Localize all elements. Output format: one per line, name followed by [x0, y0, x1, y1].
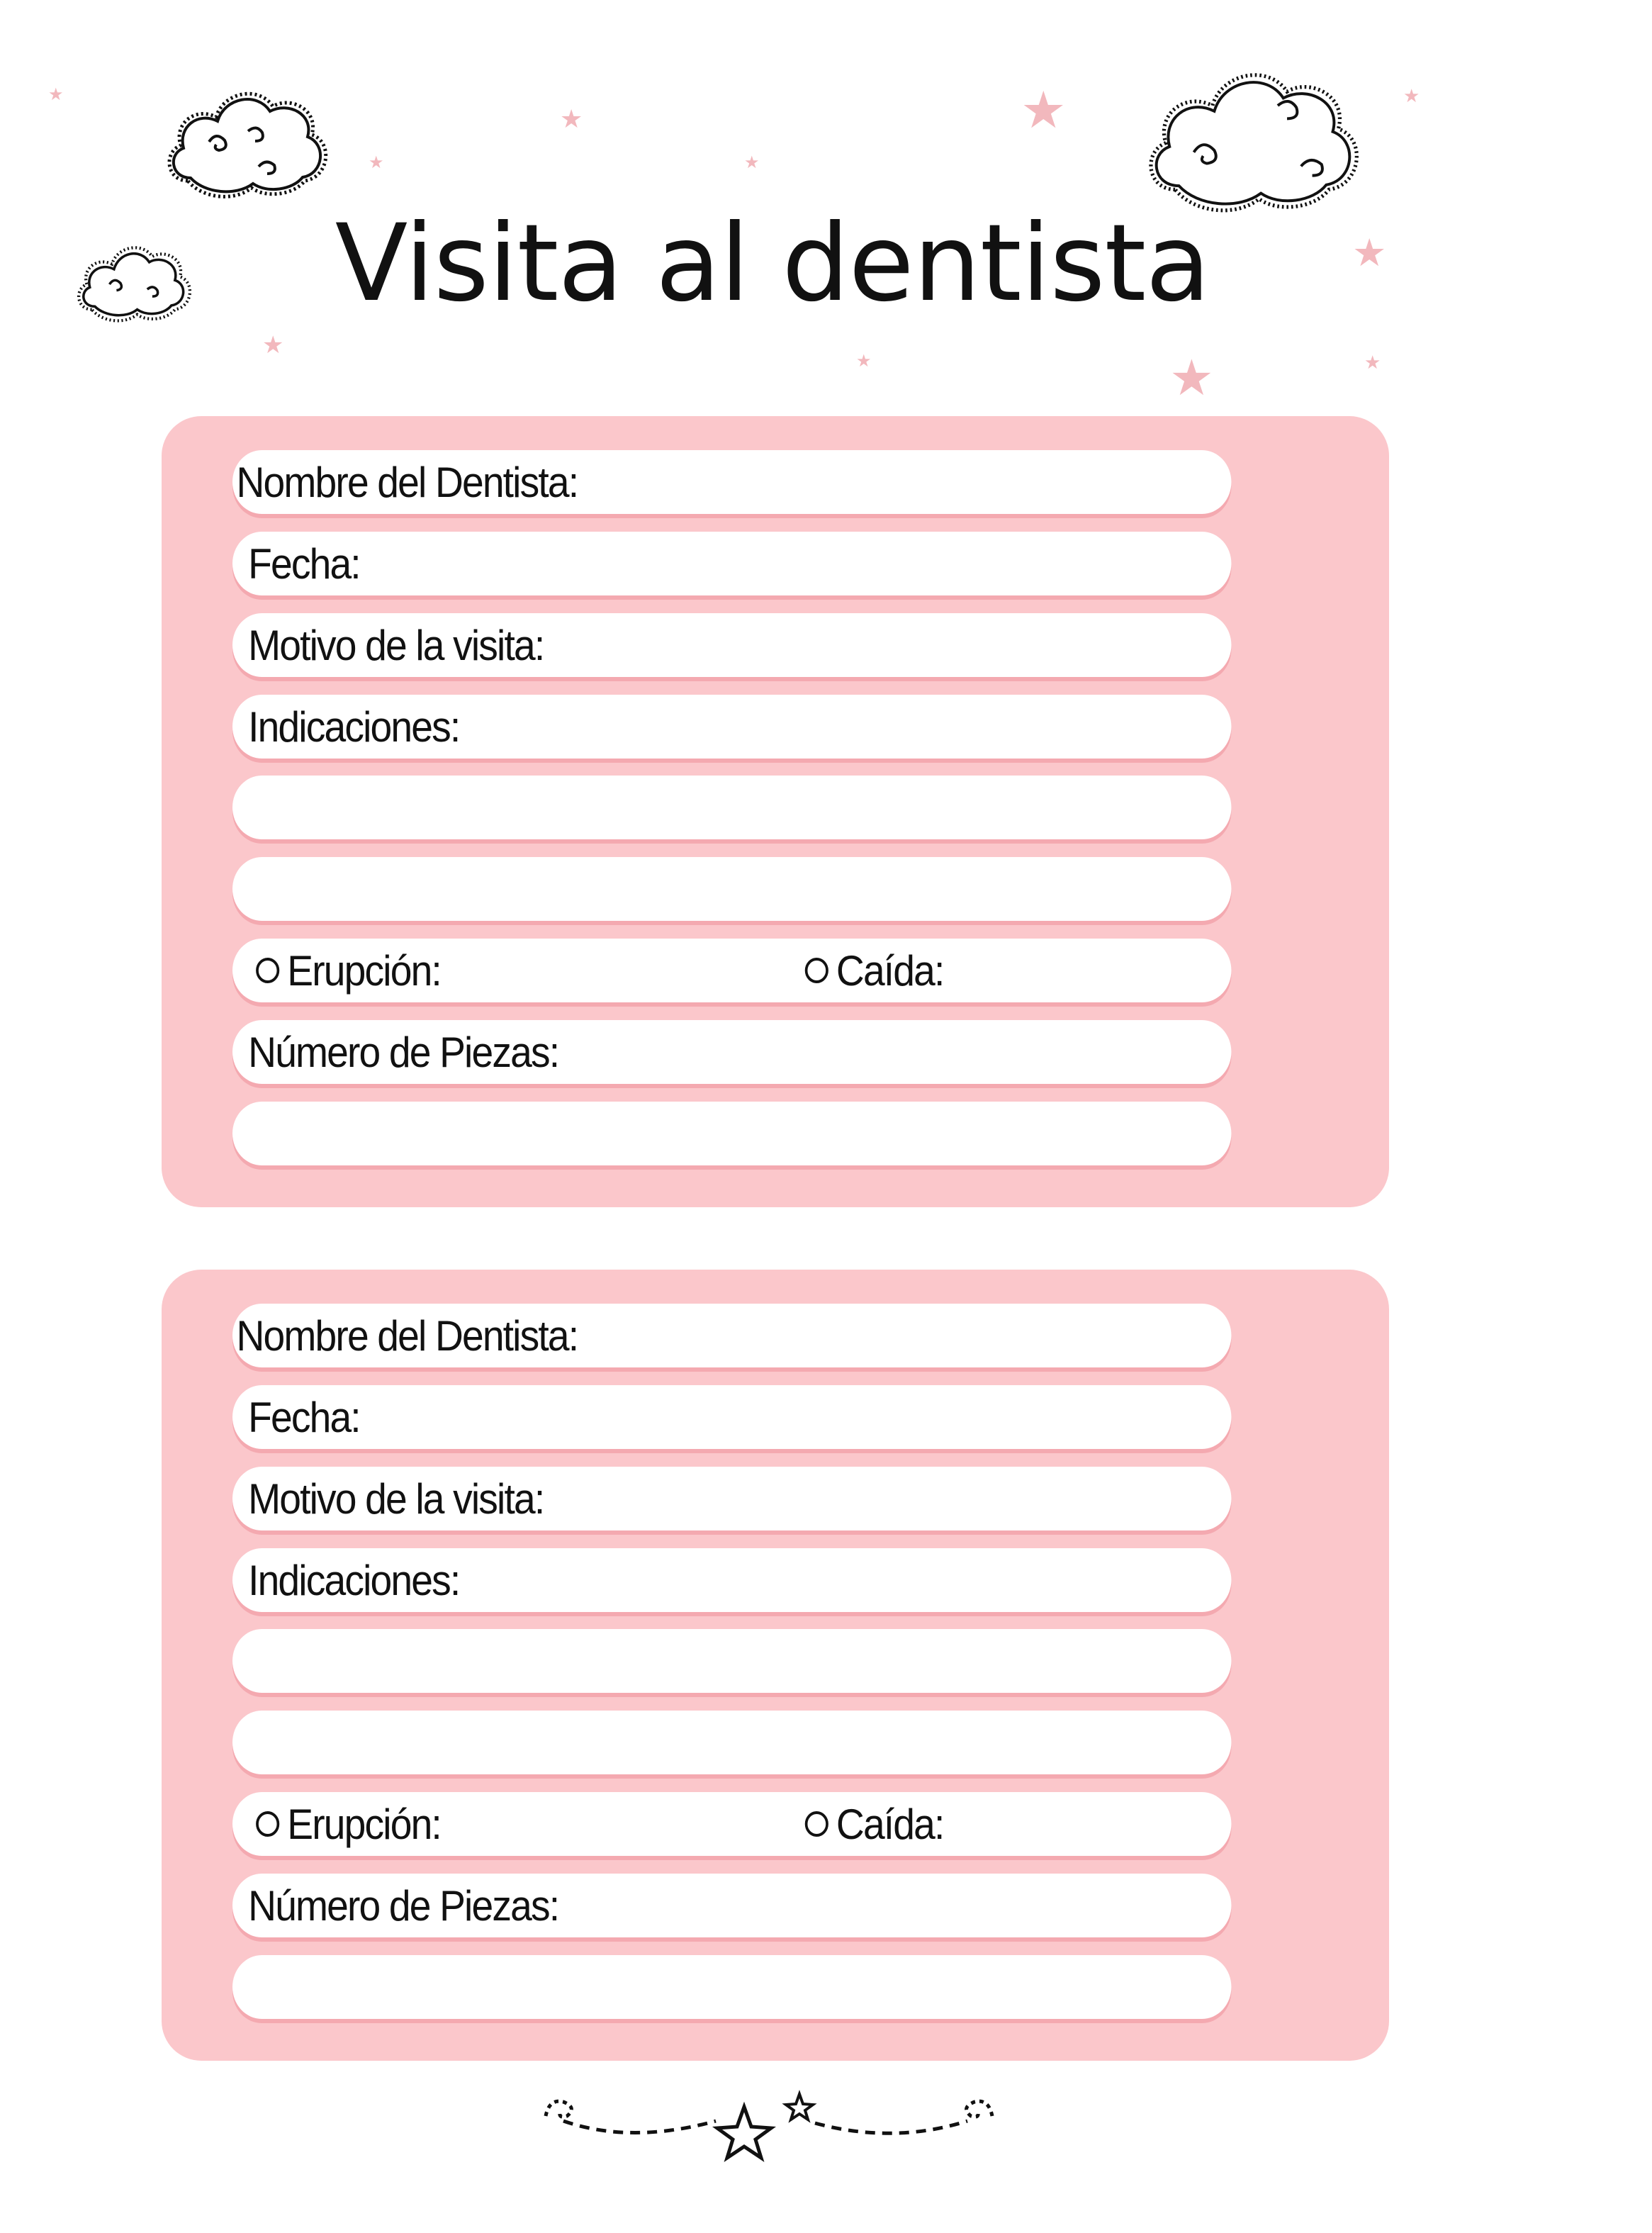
fall-radio[interactable] [805, 1811, 828, 1837]
cloud-icon [1134, 50, 1375, 227]
date-field[interactable] [232, 1385, 1231, 1449]
fall-radio[interactable] [805, 958, 828, 983]
reason-field[interactable] [232, 1467, 1231, 1530]
pieces-field[interactable] [232, 1874, 1231, 1937]
indications-line[interactable] [232, 1711, 1231, 1774]
page-title: Visita al dentista [335, 202, 1210, 325]
eruption-radio[interactable] [256, 1811, 279, 1837]
fall-label: Caída: [836, 1800, 944, 1848]
reason-label: Motivo de la visita: [248, 621, 544, 669]
indications-label: Indicaciones: [248, 703, 460, 751]
star-icon: ★ [262, 332, 284, 359]
eruption-option[interactable] [256, 1800, 441, 1849]
star-icon: ★ [1352, 232, 1387, 274]
pieces-line[interactable] [232, 1955, 1231, 2019]
pieces-field[interactable] [232, 1020, 1231, 1084]
dentist-name-field[interactable] [232, 1304, 1231, 1367]
pieces-label: Número de Piezas: [248, 1028, 559, 1076]
star-icon: ★ [560, 104, 583, 133]
star-icon: ★ [856, 352, 872, 371]
eruption-fall-row [232, 1792, 1231, 1856]
dentist-name-field[interactable] [232, 450, 1231, 514]
indications-line[interactable] [232, 776, 1231, 839]
star-icon: ★ [744, 153, 760, 172]
indications-label: Indicaciones: [248, 1556, 460, 1604]
star-icon: ★ [1021, 82, 1067, 139]
star-icon: ★ [1364, 352, 1381, 373]
pieces-line[interactable] [232, 1102, 1231, 1165]
indications-field[interactable] [232, 695, 1231, 759]
reason-label: Motivo de la visita: [248, 1474, 544, 1523]
date-label: Fecha: [248, 539, 360, 588]
pieces-label: Número de Piezas: [248, 1881, 559, 1930]
swirl-divider-icon [524, 2077, 1021, 2162]
date-field[interactable] [232, 532, 1231, 595]
cloud-icon [159, 74, 337, 209]
star-icon: ★ [369, 153, 384, 172]
eruption-label: Erupción: [287, 1800, 441, 1848]
visit-form-card [162, 416, 1389, 1207]
star-icon: ★ [1169, 350, 1214, 405]
star-icon: ★ [48, 85, 64, 104]
eruption-label: Erupción: [287, 946, 441, 995]
dentist-name-label: Nombre del Dentista: [236, 458, 578, 506]
indications-line[interactable] [232, 1629, 1231, 1693]
fall-option[interactable] [805, 946, 944, 995]
fall-option[interactable] [805, 1800, 944, 1849]
eruption-fall-row [232, 939, 1231, 1002]
indications-field[interactable] [232, 1548, 1231, 1612]
indications-line[interactable] [232, 857, 1231, 921]
eruption-radio[interactable] [256, 958, 279, 983]
eruption-option[interactable] [256, 946, 441, 995]
star-icon: ★ [1403, 85, 1420, 106]
date-label: Fecha: [248, 1393, 360, 1441]
fall-label: Caída: [836, 946, 944, 995]
dentist-name-label: Nombre del Dentista: [236, 1311, 578, 1360]
visit-form-card [162, 1270, 1389, 2061]
reason-field[interactable] [232, 613, 1231, 677]
